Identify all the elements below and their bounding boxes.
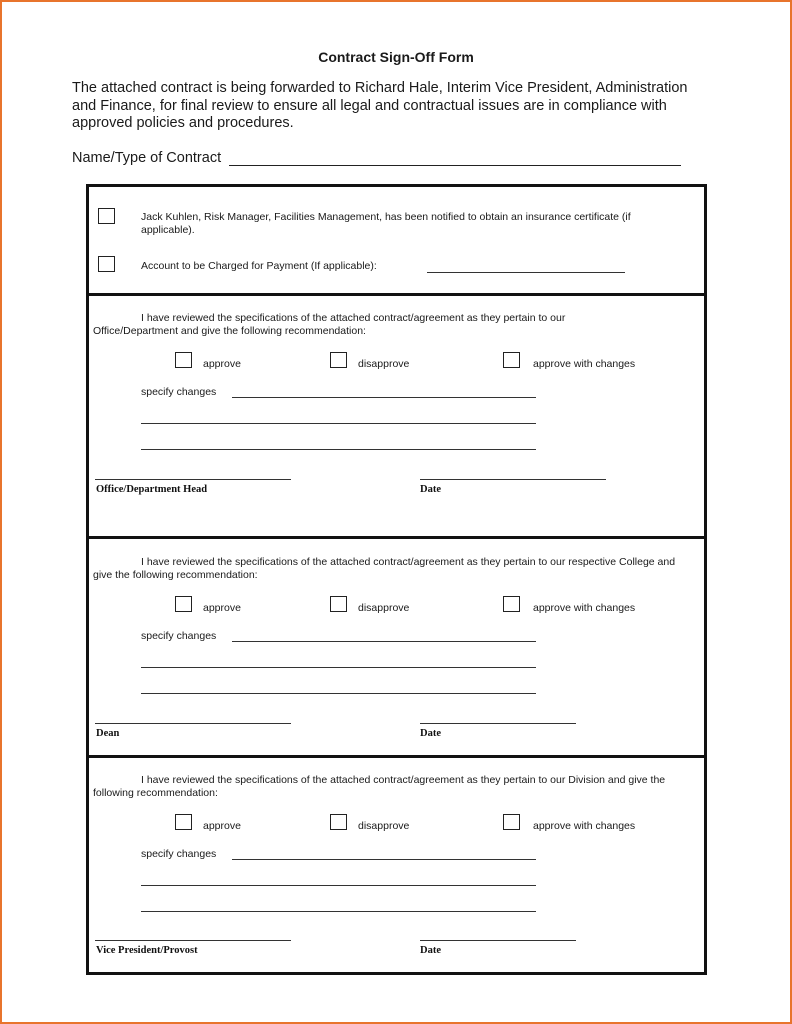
division-approve-checkbox[interactable] — [175, 814, 192, 830]
office-date-line[interactable] — [420, 479, 606, 480]
account-checkbox[interactable] — [98, 256, 115, 272]
office-approve-label: approve — [203, 358, 241, 370]
intro-paragraph: The attached contract is being forwarded to Richard Hale, Interim Vice President, Administration and Finance, for final review to ensure all legal and contractual issues are in compliance with approved policies and procedures. — [72, 80, 688, 131]
account-field[interactable] — [427, 272, 625, 273]
college-disapprove-label: disapprove — [358, 602, 410, 614]
office-specify-line-3[interactable] — [141, 449, 536, 450]
division-date-label: Date — [420, 945, 441, 956]
division-date-line[interactable] — [420, 940, 576, 941]
division-approve-label: approve — [203, 820, 241, 832]
division-specify-label: specify changes — [141, 848, 217, 860]
college-specify-label: specify changes — [141, 630, 217, 642]
form-title: Contract Sign-Off Form — [318, 49, 474, 65]
college-approve-label: approve — [203, 602, 241, 614]
office-approve-changes-label: approve with changes — [533, 358, 636, 370]
division-disapprove-checkbox[interactable] — [330, 814, 347, 830]
college-statement: I have reviewed the specifications of the attached contract/agreement as they pertain to our respective College and give the following recommendation: — [93, 556, 676, 581]
account-label: Account to be Charged for Payment (If applicable): — [141, 260, 377, 272]
college-approve-checkbox[interactable] — [175, 596, 192, 612]
college-disapprove-checkbox[interactable] — [330, 596, 347, 612]
division-specify-line-3[interactable] — [141, 911, 536, 912]
division-specify-line-2[interactable] — [141, 885, 536, 886]
college-date-line[interactable] — [420, 723, 576, 724]
section-divider — [89, 536, 704, 539]
college-specify-line-3[interactable] — [141, 693, 536, 694]
division-disapprove-label: disapprove — [358, 820, 410, 832]
college-date-label: Date — [420, 728, 441, 739]
college-approve-changes-checkbox[interactable] — [503, 596, 520, 612]
division-signer-label: Vice President/Provost — [96, 945, 198, 956]
division-specify-field[interactable] — [232, 859, 536, 860]
college-approve-changes-label: approve with changes — [533, 602, 636, 614]
office-signature-line[interactable] — [95, 479, 291, 480]
office-signer-label: Office/Department Head — [96, 484, 208, 495]
division-approve-changes-checkbox[interactable] — [503, 814, 520, 830]
section-divider — [89, 293, 704, 296]
office-specify-line-2[interactable] — [141, 423, 536, 424]
contract-name-label: Name/Type of Contract — [72, 150, 222, 166]
college-signature-line[interactable] — [95, 723, 291, 724]
college-signer-label: Dean — [96, 728, 120, 739]
office-approve-changes-checkbox[interactable] — [503, 352, 520, 368]
contract-name-field[interactable] — [229, 150, 681, 166]
contract-name-row — [72, 150, 681, 166]
office-statement: I have reviewed the specifications of the attached contract/agreement as they pertain to our Office/Department and give the following recommendation: — [93, 312, 566, 337]
division-statement: I have reviewed the specifications of the attached contract/agreement as they pertain to our Division and give the following recommendation: — [93, 774, 666, 799]
office-specify-field[interactable] — [232, 397, 536, 398]
division-signature-line[interactable] — [95, 940, 291, 941]
division-approve-changes-label: approve with changes — [533, 820, 636, 832]
insurance-checkbox[interactable] — [98, 208, 115, 224]
college-specify-line-2[interactable] — [141, 667, 536, 668]
office-specify-label: specify changes — [141, 386, 217, 398]
office-disapprove-checkbox[interactable] — [330, 352, 347, 368]
college-specify-field[interactable] — [232, 641, 536, 642]
office-approve-checkbox[interactable] — [175, 352, 192, 368]
form-box — [86, 184, 707, 975]
insurance-notice: Jack Kuhlen, Risk Manager, Facilities Management, has been notified to obtain an insurance certificate (if applicable). — [141, 211, 631, 236]
section-divider — [89, 755, 704, 758]
office-disapprove-label: disapprove — [358, 358, 410, 370]
office-date-label: Date — [420, 484, 441, 495]
